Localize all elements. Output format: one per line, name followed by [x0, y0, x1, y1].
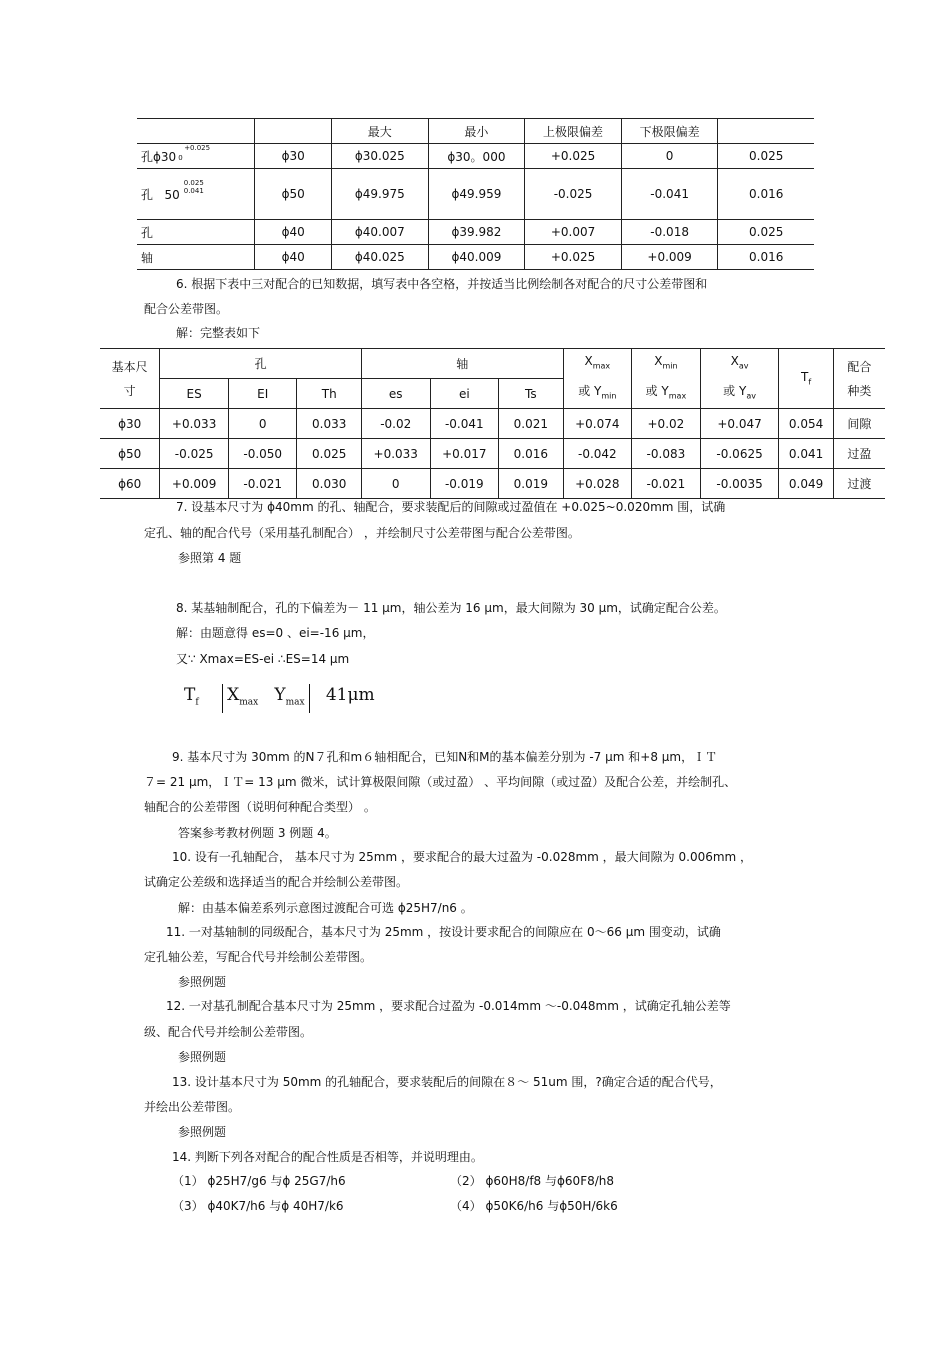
- header-tf: $T_f$: [779, 349, 833, 409]
- upper-deviation: 0.025: [183, 178, 204, 187]
- subheader-EI: EI: [228, 379, 297, 409]
- table-row: [100, 409, 885, 439]
- table2-cell: -0.0035: [700, 469, 779, 499]
- table1-header-cell: 最小: [428, 119, 525, 144]
- table1-cell: ϕ40.025: [331, 245, 428, 270]
- q14-item: （2） ϕ60H8/f8 与ϕ60F8/h8: [450, 1174, 615, 1188]
- q12-line2: 级、配合代号并绘制公差带图。: [144, 1025, 313, 1039]
- table-row: [137, 169, 814, 220]
- q10-line1: 10. 设有一孔轴配合， 基本尺寸为 25mm ，要求配合的最大过盈为 -0.028mm ，最大间隙为 0.006mm ，: [172, 850, 753, 864]
- table2-cell: -0.02: [361, 409, 430, 439]
- table1-cell: ϕ30: [255, 144, 332, 169]
- q11-line1: 11. 一对基轴制的同级配合，基本尺寸为 25mm ，按设计要求配合的间隙应在 0～66 μm 围变动，试确: [166, 925, 721, 939]
- q10-answer: 解：由基本偏差系列示意图过渡配合可选 ϕ25H7/n6 。: [178, 901, 473, 915]
- table2-cell: -0.021: [632, 469, 701, 499]
- q7-line2: 定孔、轴的配合代号（采用基孔制配合） ，并绘制尺寸公差带图与配合公差带图。: [144, 526, 580, 540]
- table2-cell: -0.083: [632, 439, 701, 469]
- table2-cell: 0.049: [779, 469, 833, 499]
- table1-cell: +0.025: [525, 144, 622, 169]
- table-row: [137, 245, 814, 270]
- hole-label: 孔: [141, 187, 154, 202]
- table1-cell: +0.007: [525, 220, 622, 245]
- table2-cell: +0.017: [430, 439, 499, 469]
- table1-header-cell: [718, 119, 814, 144]
- table1-cell: ϕ40: [255, 245, 332, 270]
- q11-line2: 定孔轴公差，写配合代号并绘制公差带图。: [144, 950, 373, 964]
- q9-line1: 9. 基本尺寸为 30mm 的N７孔和m６轴相配合，已知N和M的基本偏差分别为 -7 μm 和+8 μm，ＩＴ: [172, 750, 718, 764]
- q8-line1: 8. 某基轴制配合，孔的下偏差为－ 11 μm，轴公差为 16 μm，最大间隙为 30 μm，试确定配合公差。: [176, 601, 726, 615]
- q9-ref: 答案参考教材例题 3 例题 4。: [178, 826, 337, 840]
- deviation-table: [137, 118, 814, 270]
- table2-cell: +0.02: [632, 409, 701, 439]
- table1-cell: +0.009: [621, 245, 718, 270]
- q11-ref: 参照例题: [178, 975, 227, 989]
- table1-cell: ϕ40: [255, 220, 332, 245]
- table1-cell: ϕ30。000: [428, 144, 525, 169]
- table2-cell: +0.033: [361, 439, 430, 469]
- subheader-es: es: [361, 379, 430, 409]
- table2-cell: +0.074: [563, 409, 632, 439]
- table2-cell: ϕ30: [100, 409, 160, 439]
- table2-cell: 0.016: [499, 439, 563, 469]
- table2-cell: -0.021: [228, 469, 297, 499]
- subheader-ei: ei: [430, 379, 499, 409]
- table-row: [137, 144, 814, 169]
- header-xmin: $X_{min}$ 或 $Y_{max}$: [632, 349, 701, 409]
- tolerance-formula: $T_f$ $X_{max}$ $Y_{max}$ 41μm: [184, 684, 375, 713]
- table2-cell: +0.047: [700, 409, 779, 439]
- table1-cell: ϕ50: [255, 169, 332, 220]
- table2-cell: 间隙: [833, 409, 885, 439]
- table2-cell: 过盈: [833, 439, 885, 469]
- table1-cell: +0.025: [525, 245, 622, 270]
- q8-line2: 解：由题意得 es=0 、ei=-16 μm，: [176, 626, 375, 640]
- table1-cell: 0.016: [718, 245, 814, 270]
- table2-cell: +0.028: [563, 469, 632, 499]
- table2-cell: -0.0625: [700, 439, 779, 469]
- q12-ref: 参照例题: [178, 1050, 227, 1064]
- table2-cell: 0: [228, 409, 297, 439]
- table1-cell: ϕ30.025: [331, 144, 428, 169]
- lower-deviation: 0: [178, 153, 183, 162]
- q13-line1: 13. 设计基本尺寸为 50mm 的孔轴配合，要求装配后的间隙在８～ 51um 围，?确定合适的配合代号，: [172, 1075, 722, 1089]
- q6-answer: 解：完整表如下: [176, 326, 261, 340]
- table-row: [137, 220, 814, 245]
- header-shaft: 轴: [361, 349, 563, 379]
- table1-cell: ϕ49.975: [331, 169, 428, 220]
- table2-cell: 0.025: [297, 439, 361, 469]
- table2-cell: -0.050: [228, 439, 297, 469]
- table1-cell: 0.025: [718, 220, 814, 245]
- header-fit-type: 配合 种类: [833, 349, 885, 409]
- q12-line1: 12. 一对基孔制配合基本尺寸为 25mm ，要求配合过盈为 -0.014mm ～-0.048mm ，试确定孔轴公差等: [166, 999, 731, 1013]
- table2-cell: -0.019: [430, 469, 499, 499]
- table1-cell: ϕ49.959: [428, 169, 525, 220]
- table1-cell: [137, 169, 255, 220]
- table1-cell: 0: [621, 144, 718, 169]
- table2-header-row: [100, 349, 885, 379]
- table1-header-cell: 最大: [331, 119, 428, 144]
- q6-line2: 配合公差带图。: [144, 302, 229, 316]
- table-row: [100, 439, 885, 469]
- table1-cell: -0.041: [621, 169, 718, 220]
- table2-cell: 0.021: [499, 409, 563, 439]
- table2-cell: ϕ50: [100, 439, 160, 469]
- table1-cell: ϕ39.982: [428, 220, 525, 245]
- table2-cell: +0.033: [160, 409, 229, 439]
- table1-header-cell: [255, 119, 332, 144]
- table1-header-cell: 上极限偏差: [525, 119, 622, 144]
- q9-line3: 轴配合的公差带图（说明何种配合类型） 。: [144, 800, 376, 814]
- fit-table: [100, 348, 885, 499]
- table2-cell: 0: [361, 469, 430, 499]
- header-xmax: $X_{max}$ 或 $Y_{min}$: [563, 349, 632, 409]
- q14-item: （1） ϕ25H7/g6 与ϕ 25G7/h6: [172, 1174, 346, 1188]
- subheader-ES: ES: [160, 379, 229, 409]
- upper-deviation: +0.025: [184, 143, 211, 152]
- table2-cell: 0.030: [297, 469, 361, 499]
- q10-line2: 试确定公差级和选择适当的配合并绘制公差带图。: [144, 875, 409, 889]
- table-row: [100, 469, 885, 499]
- q14-item: （4） ϕ50K6/h6 与ϕ50H/6k6: [450, 1199, 618, 1213]
- q13-line2: 并绘出公差带图。: [144, 1100, 241, 1114]
- table2-cell: 过渡: [833, 469, 885, 499]
- table1-header-cell: 下极限偏差: [621, 119, 718, 144]
- hole-size: 50: [164, 187, 180, 202]
- table2-cell: 0.033: [297, 409, 361, 439]
- table2-cell: 0.054: [779, 409, 833, 439]
- table1-cell: 0.016: [718, 169, 814, 220]
- table2-cell: +0.009: [160, 469, 229, 499]
- table2-cell: -0.025: [160, 439, 229, 469]
- header-hole: 孔: [160, 349, 362, 379]
- table1-header-row: [137, 119, 814, 144]
- table2-cell: -0.042: [563, 439, 632, 469]
- header-basic-size: 基本尺 寸: [100, 349, 160, 409]
- table1-cell: -0.018: [621, 220, 718, 245]
- q14-item: （3） ϕ40K7/h6 与ϕ 40H7/k6: [172, 1199, 344, 1213]
- table1-header-cell: [137, 119, 255, 144]
- table1-cell: 0.025: [718, 144, 814, 169]
- table2-cell: 0.019: [499, 469, 563, 499]
- table2-cell: ϕ60: [100, 469, 160, 499]
- table2-cell: 0.041: [779, 439, 833, 469]
- q8-line3: 又∵ Xmax=ES-ei ∴ES=14 μm: [176, 652, 350, 666]
- table1-cell: 孔: [137, 220, 255, 245]
- lower-deviation: 0.041: [183, 186, 204, 195]
- q7-line1: 7. 设基本尺寸为 ϕ40mm 的孔、轴配合，要求装配后的间隙或过盈值在 +0.025~0.020mm 围，试确: [176, 500, 726, 514]
- hole-label: 孔ϕ30: [141, 149, 177, 164]
- q6-line1: 6. 根据下表中三对配合的已知数据，填写表中各空格，并按适当比例绘制各对配合的尺寸公差带图和: [176, 277, 708, 291]
- q7-ref: 参照第 4 题: [178, 551, 242, 565]
- table1-cell: [137, 144, 255, 169]
- header-xav: $X_{av}$ 或 $Y_{av}$: [700, 349, 779, 409]
- table1-cell: ϕ40.007: [331, 220, 428, 245]
- subheader-Th: Th: [297, 379, 361, 409]
- table2-cell: -0.041: [430, 409, 499, 439]
- table1-cell: 轴: [137, 245, 255, 270]
- q13-ref: 参照例题: [178, 1125, 227, 1139]
- subheader-Ts: Ts: [499, 379, 563, 409]
- table1-cell: ϕ40.009: [428, 245, 525, 270]
- table1-cell: -0.025: [525, 169, 622, 220]
- q9-line2: ７= 21 μm，ＩＴ= 13 μm 微米，试计算极限间隙（或过盈） 、平均间隙（或过盈）及配合公差，并绘制孔、: [144, 775, 737, 789]
- q14-line1: 14. 判断下列各对配合的配合性质是否相等，并说明理由。: [172, 1150, 483, 1164]
